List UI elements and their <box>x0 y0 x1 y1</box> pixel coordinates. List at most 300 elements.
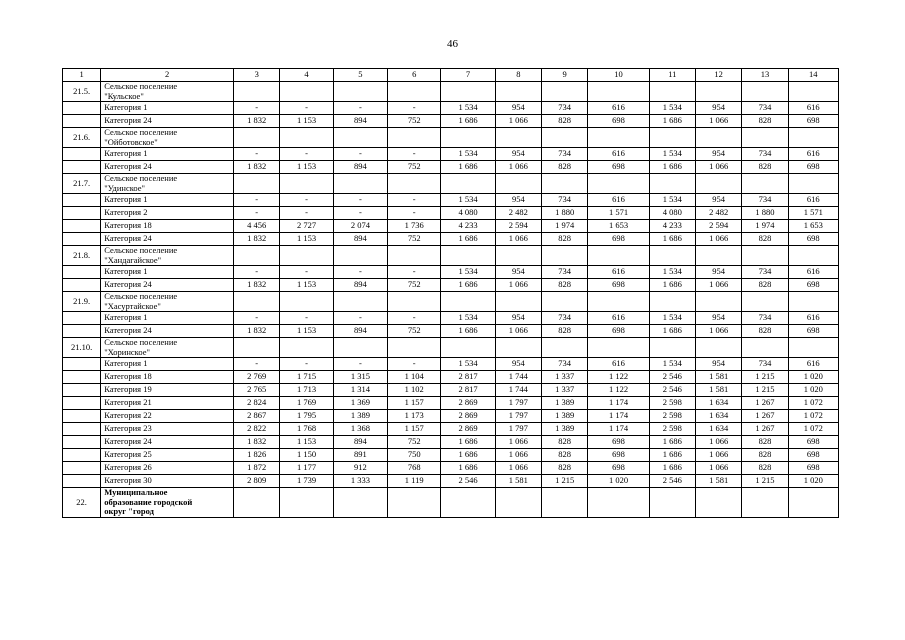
empty-cell <box>63 325 101 338</box>
category-label: Категория 24 <box>101 325 234 338</box>
empty-cell <box>696 128 742 148</box>
empty-cell <box>788 246 838 266</box>
value-cell: 1 880 <box>742 207 788 220</box>
empty-cell <box>696 246 742 266</box>
empty-cell <box>234 292 280 312</box>
empty-cell <box>441 82 495 102</box>
category-label: Категория 1 <box>101 102 234 115</box>
value-cell: 1 369 <box>333 397 387 410</box>
empty-cell <box>788 338 838 358</box>
value-cell: 616 <box>588 148 649 161</box>
value-cell: 828 <box>542 449 588 462</box>
empty-cell <box>63 312 101 325</box>
value-cell: 1 686 <box>441 161 495 174</box>
empty-cell <box>441 128 495 148</box>
value-cell: 1 534 <box>649 102 695 115</box>
value-cell: 1 066 <box>495 279 541 292</box>
value-cell: 734 <box>742 312 788 325</box>
table-row <box>63 102 839 115</box>
value-cell: - <box>280 358 333 371</box>
section-title-line: Сельское поселение <box>104 337 178 347</box>
value-cell: - <box>234 194 280 207</box>
empty-cell <box>696 82 742 102</box>
value-cell: 1 534 <box>649 148 695 161</box>
category-label: Категория 1 <box>101 266 234 279</box>
value-cell: 1 215 <box>542 475 588 488</box>
empty-cell <box>542 128 588 148</box>
tariff-table <box>62 68 839 518</box>
section-number: 21.9. <box>63 292 101 312</box>
column-header: 4 <box>280 69 333 82</box>
column-header: 14 <box>788 69 838 82</box>
value-cell: 1 066 <box>495 449 541 462</box>
page-number: 46 <box>447 38 458 50</box>
value-cell: - <box>234 266 280 279</box>
category-label: Категория 24 <box>101 436 234 449</box>
value-cell: 2 727 <box>280 220 333 233</box>
value-cell: - <box>333 358 387 371</box>
value-cell: 954 <box>495 102 541 115</box>
column-header: 6 <box>388 69 441 82</box>
value-cell: 1 122 <box>588 384 649 397</box>
empty-cell <box>63 423 101 436</box>
value-cell: 1 153 <box>280 115 333 128</box>
value-cell: 1 534 <box>441 194 495 207</box>
value-cell: 1 768 <box>280 423 333 436</box>
value-cell: 1 066 <box>495 436 541 449</box>
value-cell: 1 686 <box>649 462 695 475</box>
value-cell: 1 744 <box>495 384 541 397</box>
empty-cell <box>542 82 588 102</box>
empty-cell <box>63 115 101 128</box>
section-number: 21.8. <box>63 246 101 266</box>
value-cell: 1 736 <box>388 220 441 233</box>
table-row <box>63 325 839 338</box>
empty-cell <box>742 82 788 102</box>
empty-cell <box>649 338 695 358</box>
value-cell: 1 686 <box>441 462 495 475</box>
category-label: Категория 21 <box>101 397 234 410</box>
value-cell: 1 104 <box>388 371 441 384</box>
empty-cell <box>388 338 441 358</box>
empty-cell <box>588 128 649 148</box>
value-cell: 752 <box>388 279 441 292</box>
value-cell: 2 546 <box>649 475 695 488</box>
value-cell: 616 <box>588 312 649 325</box>
value-cell: 1 686 <box>441 436 495 449</box>
category-label: Категория 24 <box>101 233 234 246</box>
value-cell: 4 233 <box>441 220 495 233</box>
category-label: Категория 24 <box>101 279 234 292</box>
empty-cell <box>333 338 387 358</box>
value-cell: 1 634 <box>696 423 742 436</box>
empty-cell <box>788 174 838 194</box>
value-cell: 1 177 <box>280 462 333 475</box>
empty-cell <box>388 174 441 194</box>
section-title-line: Сельское поселение <box>104 173 178 183</box>
value-cell: 828 <box>542 279 588 292</box>
empty-cell <box>63 148 101 161</box>
value-cell: - <box>280 194 333 207</box>
value-cell: 698 <box>788 279 838 292</box>
empty-cell <box>742 292 788 312</box>
section-row <box>63 82 839 102</box>
value-cell: 616 <box>588 194 649 207</box>
empty-cell <box>495 82 541 102</box>
value-cell: - <box>388 148 441 161</box>
value-cell: 894 <box>333 279 387 292</box>
empty-cell <box>788 488 838 518</box>
column-header: 8 <box>495 69 541 82</box>
value-cell: 734 <box>542 312 588 325</box>
value-cell: 828 <box>742 233 788 246</box>
value-cell: 734 <box>542 358 588 371</box>
value-cell: - <box>280 148 333 161</box>
value-cell: 1 832 <box>234 115 280 128</box>
empty-cell <box>441 292 495 312</box>
value-cell: 1 534 <box>649 358 695 371</box>
value-cell: - <box>280 312 333 325</box>
value-cell: 1 686 <box>441 279 495 292</box>
section-title-line: "Удинское" <box>104 182 146 193</box>
category-label: Категория 26 <box>101 462 234 475</box>
table-row <box>63 161 839 174</box>
value-cell: 1 066 <box>495 462 541 475</box>
empty-cell <box>280 128 333 148</box>
value-cell: 1 534 <box>649 194 695 207</box>
empty-cell <box>388 82 441 102</box>
value-cell: 1 581 <box>495 475 541 488</box>
value-cell: 698 <box>588 115 649 128</box>
value-cell: 1 739 <box>280 475 333 488</box>
column-header: 13 <box>742 69 788 82</box>
value-cell: 1 534 <box>441 266 495 279</box>
value-cell: - <box>388 102 441 115</box>
value-cell: 2 546 <box>649 371 695 384</box>
value-cell: 1 686 <box>441 325 495 338</box>
section-title-line: "Хоринское" <box>104 346 150 357</box>
value-cell: 828 <box>542 233 588 246</box>
value-cell: 1 389 <box>542 410 588 423</box>
value-cell: 828 <box>742 325 788 338</box>
empty-cell <box>495 246 541 266</box>
value-cell: 734 <box>542 266 588 279</box>
table-row <box>63 148 839 161</box>
column-header: 3 <box>234 69 280 82</box>
empty-cell <box>63 371 101 384</box>
empty-cell <box>742 128 788 148</box>
empty-cell <box>495 292 541 312</box>
section-title-line: "Хасуртайское" <box>104 300 161 311</box>
empty-cell <box>495 174 541 194</box>
value-cell: 954 <box>495 266 541 279</box>
value-cell: 1 686 <box>649 279 695 292</box>
value-cell: 734 <box>542 194 588 207</box>
value-cell: 1 072 <box>788 397 838 410</box>
section-title <box>101 82 234 102</box>
value-cell: 616 <box>788 358 838 371</box>
value-cell: 698 <box>588 449 649 462</box>
category-label: Категория 22 <box>101 410 234 423</box>
value-cell: 1 769 <box>280 397 333 410</box>
value-cell: 894 <box>333 233 387 246</box>
value-cell: 2 824 <box>234 397 280 410</box>
value-cell: 1 066 <box>696 115 742 128</box>
empty-cell <box>333 246 387 266</box>
section-title-line: Сельское поселение <box>104 291 178 301</box>
table-row <box>63 233 839 246</box>
value-cell: 1 634 <box>696 397 742 410</box>
value-cell: 2 546 <box>649 384 695 397</box>
category-label: Категория 24 <box>101 115 234 128</box>
value-cell: 752 <box>388 436 441 449</box>
value-cell: 2 594 <box>495 220 541 233</box>
value-cell: 616 <box>788 266 838 279</box>
value-cell: 2 769 <box>234 371 280 384</box>
value-cell: 954 <box>696 312 742 325</box>
empty-cell <box>588 246 649 266</box>
value-cell: 1 174 <box>588 410 649 423</box>
value-cell: 698 <box>788 449 838 462</box>
value-cell: 828 <box>742 462 788 475</box>
value-cell: 2 869 <box>441 397 495 410</box>
value-cell: 1 333 <box>333 475 387 488</box>
value-cell: 1 686 <box>649 325 695 338</box>
value-cell: 698 <box>588 279 649 292</box>
value-cell: 894 <box>333 115 387 128</box>
value-cell: 1 020 <box>788 384 838 397</box>
value-cell: 954 <box>696 266 742 279</box>
value-cell: 616 <box>788 312 838 325</box>
table-row <box>63 312 839 325</box>
empty-cell <box>63 436 101 449</box>
table-row <box>63 410 839 423</box>
value-cell: 1 686 <box>441 449 495 462</box>
value-cell: 1 686 <box>649 161 695 174</box>
column-header: 12 <box>696 69 742 82</box>
section-title-line: Муниципальное <box>104 487 168 497</box>
value-cell: 1 066 <box>696 462 742 475</box>
empty-cell <box>649 82 695 102</box>
value-cell: 2 822 <box>234 423 280 436</box>
value-cell: 1 389 <box>542 397 588 410</box>
value-cell: 828 <box>742 161 788 174</box>
value-cell: 616 <box>588 102 649 115</box>
category-label: Категория 1 <box>101 148 234 161</box>
value-cell: 2 598 <box>649 397 695 410</box>
empty-cell <box>63 102 101 115</box>
section-row <box>63 128 839 148</box>
value-cell: 1 315 <box>333 371 387 384</box>
value-cell: - <box>333 207 387 220</box>
category-label: Категория 18 <box>101 371 234 384</box>
table-row <box>63 279 839 292</box>
value-cell: 1 974 <box>742 220 788 233</box>
value-cell: 734 <box>542 102 588 115</box>
value-cell: 1 832 <box>234 161 280 174</box>
empty-cell <box>441 246 495 266</box>
empty-cell <box>63 462 101 475</box>
value-cell: - <box>333 194 387 207</box>
empty-cell <box>388 488 441 518</box>
empty-cell <box>280 338 333 358</box>
value-cell: 1 832 <box>234 279 280 292</box>
empty-cell <box>788 292 838 312</box>
category-label: Категория 2 <box>101 207 234 220</box>
value-cell: 1 389 <box>333 410 387 423</box>
value-cell: 1 832 <box>234 233 280 246</box>
empty-cell <box>388 246 441 266</box>
value-cell: 1 534 <box>441 148 495 161</box>
table-row <box>63 436 839 449</box>
empty-cell <box>63 475 101 488</box>
value-cell: 4 080 <box>649 207 695 220</box>
value-cell: 1 686 <box>441 115 495 128</box>
value-cell: 768 <box>388 462 441 475</box>
empty-cell <box>234 82 280 102</box>
value-cell: 1 534 <box>441 102 495 115</box>
value-cell: 912 <box>333 462 387 475</box>
value-cell: 698 <box>588 462 649 475</box>
empty-cell <box>333 488 387 518</box>
empty-cell <box>588 82 649 102</box>
value-cell: 752 <box>388 325 441 338</box>
section-title-line: "Кульское" <box>104 90 144 101</box>
value-cell: 954 <box>495 148 541 161</box>
value-cell: 4 456 <box>234 220 280 233</box>
value-cell: 1 066 <box>696 233 742 246</box>
empty-cell <box>234 174 280 194</box>
empty-cell <box>742 488 788 518</box>
value-cell: 1 314 <box>333 384 387 397</box>
value-cell: 1 066 <box>696 449 742 462</box>
value-cell: 954 <box>696 194 742 207</box>
value-cell: 1 686 <box>441 233 495 246</box>
value-cell: 1 066 <box>495 161 541 174</box>
empty-cell <box>588 338 649 358</box>
value-cell: 1 797 <box>495 397 541 410</box>
value-cell: 616 <box>588 266 649 279</box>
value-cell: 1 368 <box>333 423 387 436</box>
empty-cell <box>649 174 695 194</box>
column-header: 9 <box>542 69 588 82</box>
value-cell: 2 817 <box>441 384 495 397</box>
empty-cell <box>63 161 101 174</box>
value-cell: 4 233 <box>649 220 695 233</box>
empty-cell <box>542 174 588 194</box>
section-number: 21.10. <box>63 338 101 358</box>
value-cell: 1 534 <box>649 312 695 325</box>
section-title-line: "Ойботовское" <box>104 136 158 147</box>
value-cell: 1 072 <box>788 423 838 436</box>
empty-cell <box>696 338 742 358</box>
value-cell: - <box>234 102 280 115</box>
value-cell: 894 <box>333 161 387 174</box>
section-row <box>63 246 839 266</box>
empty-cell <box>333 82 387 102</box>
empty-cell <box>280 488 333 518</box>
value-cell: 1 020 <box>788 371 838 384</box>
empty-cell <box>588 292 649 312</box>
column-header: 11 <box>649 69 695 82</box>
value-cell: 2 546 <box>441 475 495 488</box>
value-cell: 1 020 <box>788 475 838 488</box>
empty-cell <box>649 292 695 312</box>
section-title-line: Сельское поселение <box>104 127 178 137</box>
table-row <box>63 384 839 397</box>
value-cell: 1 974 <box>542 220 588 233</box>
empty-cell <box>63 358 101 371</box>
table-row <box>63 462 839 475</box>
value-cell: 734 <box>742 266 788 279</box>
value-cell: 2 598 <box>649 423 695 436</box>
value-cell: 2 598 <box>649 410 695 423</box>
value-cell: 1 174 <box>588 397 649 410</box>
value-cell: 1 880 <box>542 207 588 220</box>
empty-cell <box>542 488 588 518</box>
category-label: Категория 1 <box>101 312 234 325</box>
value-cell: 1 066 <box>495 325 541 338</box>
value-cell: - <box>234 312 280 325</box>
value-cell: 1 832 <box>234 436 280 449</box>
table-row <box>63 397 839 410</box>
empty-cell <box>63 279 101 292</box>
value-cell: 698 <box>588 325 649 338</box>
value-cell: 1 267 <box>742 410 788 423</box>
value-cell: 1 215 <box>742 371 788 384</box>
value-cell: 734 <box>742 102 788 115</box>
value-cell: 1 581 <box>696 384 742 397</box>
empty-cell <box>649 128 695 148</box>
value-cell: - <box>388 266 441 279</box>
value-cell: - <box>333 266 387 279</box>
value-cell: 2 817 <box>441 371 495 384</box>
value-cell: 734 <box>742 148 788 161</box>
value-cell: 1 797 <box>495 423 541 436</box>
value-cell: 1 157 <box>388 397 441 410</box>
empty-cell <box>280 292 333 312</box>
value-cell: 2 869 <box>441 410 495 423</box>
empty-cell <box>441 488 495 518</box>
value-cell: 2 867 <box>234 410 280 423</box>
value-cell: 1 653 <box>788 220 838 233</box>
empty-cell <box>742 338 788 358</box>
section-row <box>63 488 839 518</box>
header-row <box>63 69 839 82</box>
value-cell: 828 <box>542 161 588 174</box>
empty-cell <box>588 174 649 194</box>
empty-cell <box>63 410 101 423</box>
empty-cell <box>649 246 695 266</box>
value-cell: 891 <box>333 449 387 462</box>
value-cell: 894 <box>333 325 387 338</box>
column-header: 2 <box>101 69 234 82</box>
value-cell: - <box>234 358 280 371</box>
table-row <box>63 449 839 462</box>
value-cell: - <box>333 312 387 325</box>
value-cell: 1 686 <box>649 436 695 449</box>
value-cell: - <box>280 102 333 115</box>
value-cell: 698 <box>588 233 649 246</box>
section-title <box>101 246 234 266</box>
value-cell: 698 <box>788 233 838 246</box>
value-cell: 1 337 <box>542 371 588 384</box>
value-cell: 1 534 <box>441 358 495 371</box>
value-cell: 1 832 <box>234 325 280 338</box>
value-cell: 1 066 <box>696 436 742 449</box>
value-cell: 954 <box>696 148 742 161</box>
empty-cell <box>649 488 695 518</box>
